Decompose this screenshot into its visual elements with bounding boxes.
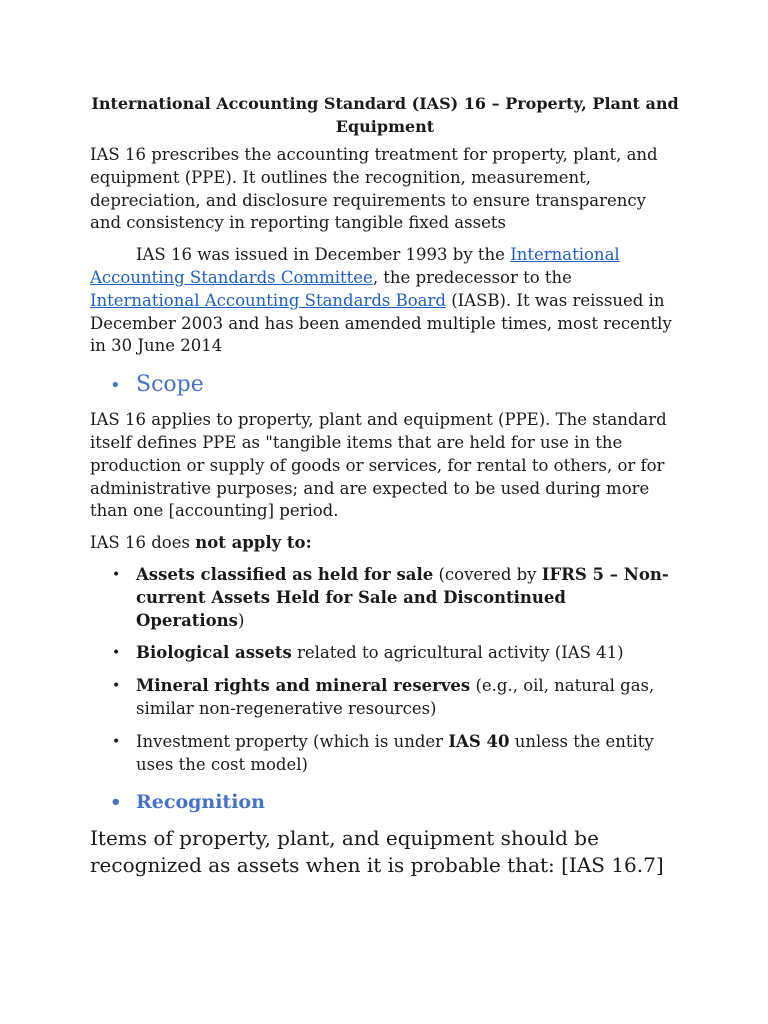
list-item-bold: Mineral rights and mineral reserves — [136, 676, 471, 696]
history-paragraph — [90, 244, 680, 358]
document-page — [90, 92, 680, 879]
not-apply-prefix: IAS 16 does — [90, 533, 196, 553]
scope-heading — [90, 372, 680, 399]
iasb-link[interactable]: International Accounting Standards Board — [90, 290, 446, 310]
history-text-2: , the predecessor to the — [372, 267, 572, 287]
iasc-link[interactable]: International Accounting Standards Committee — [90, 245, 620, 287]
list-item-bold: Biological assets — [136, 643, 292, 663]
bullet-icon: • — [112, 645, 121, 662]
history-text-3: (IASB). It was reissued in December 2003 and has been amended multiple times, most recently in 30 June 2014 — [90, 290, 672, 356]
list-item-plain: Investment property (which is under — [136, 731, 449, 751]
list-item-plain: related to agricultural activity (IAS 41) — [291, 643, 624, 663]
list-item-bold: IFRS 5 – Non-current Assets Held for Sale and Discontinued Operations — [136, 564, 669, 630]
list-item-bold: IAS 40 — [448, 731, 510, 751]
bullet-icon: • — [110, 375, 121, 397]
intro-paragraph: IAS 16 prescribes the accounting treatment for property, plant, and equipment (PPE). It outlines the recognition, measurement, depreciation, and disclosure requirements to ensure transparency and consistency in reporting tangible fixed assets — [90, 145, 658, 233]
list-item-plain: ) — [237, 610, 245, 630]
bullet-icon: • — [112, 733, 121, 750]
scope-heading-label: Scope — [136, 372, 204, 398]
list-item-plain: unless the entity uses the cost model) — [136, 731, 654, 774]
list-item-text — [136, 564, 680, 632]
list-item-text — [136, 642, 680, 665]
recognition-paragraph: Items of property, plant, and equipment should be recognized as assets when it is probable that: [IAS 16.7] — [90, 826, 664, 878]
bullet-icon: • — [112, 566, 121, 583]
list-item — [90, 642, 680, 665]
list-item-text — [136, 675, 680, 721]
list-item-plain: (covered by — [433, 564, 542, 584]
history-text-1: IAS 16 was issued in December 1993 by the — [136, 245, 511, 265]
list-item — [90, 731, 680, 777]
list-item-plain: (e.g., oil, natural gas, similar non-regenerative resources) — [136, 676, 655, 718]
not-apply-bold: not apply to: — [195, 533, 312, 553]
list-item — [90, 675, 680, 721]
not-apply-paragraph — [90, 532, 680, 555]
bullet-icon: • — [110, 792, 122, 814]
bullet-icon: • — [112, 678, 121, 695]
list-item-bold: Assets classified as held for sale — [136, 564, 434, 584]
scope-paragraph: IAS 16 applies to property, plant and equipment (PPE). The standard itself defines PPE as "tangible items that are held for use in the production or supply of goods or services, for rental to others, or for administrative purposes; and are expected to be used during more than one [accounting] period. — [90, 410, 667, 521]
list-item-text — [136, 731, 680, 777]
document-title: International Accounting Standard (IAS) 16 – Property, Plant and Equipment — [91, 94, 679, 136]
exclusion-list — [90, 564, 680, 776]
list-item — [90, 564, 680, 632]
recognition-heading — [90, 790, 680, 815]
recognition-heading-label: Recognition — [136, 791, 265, 814]
